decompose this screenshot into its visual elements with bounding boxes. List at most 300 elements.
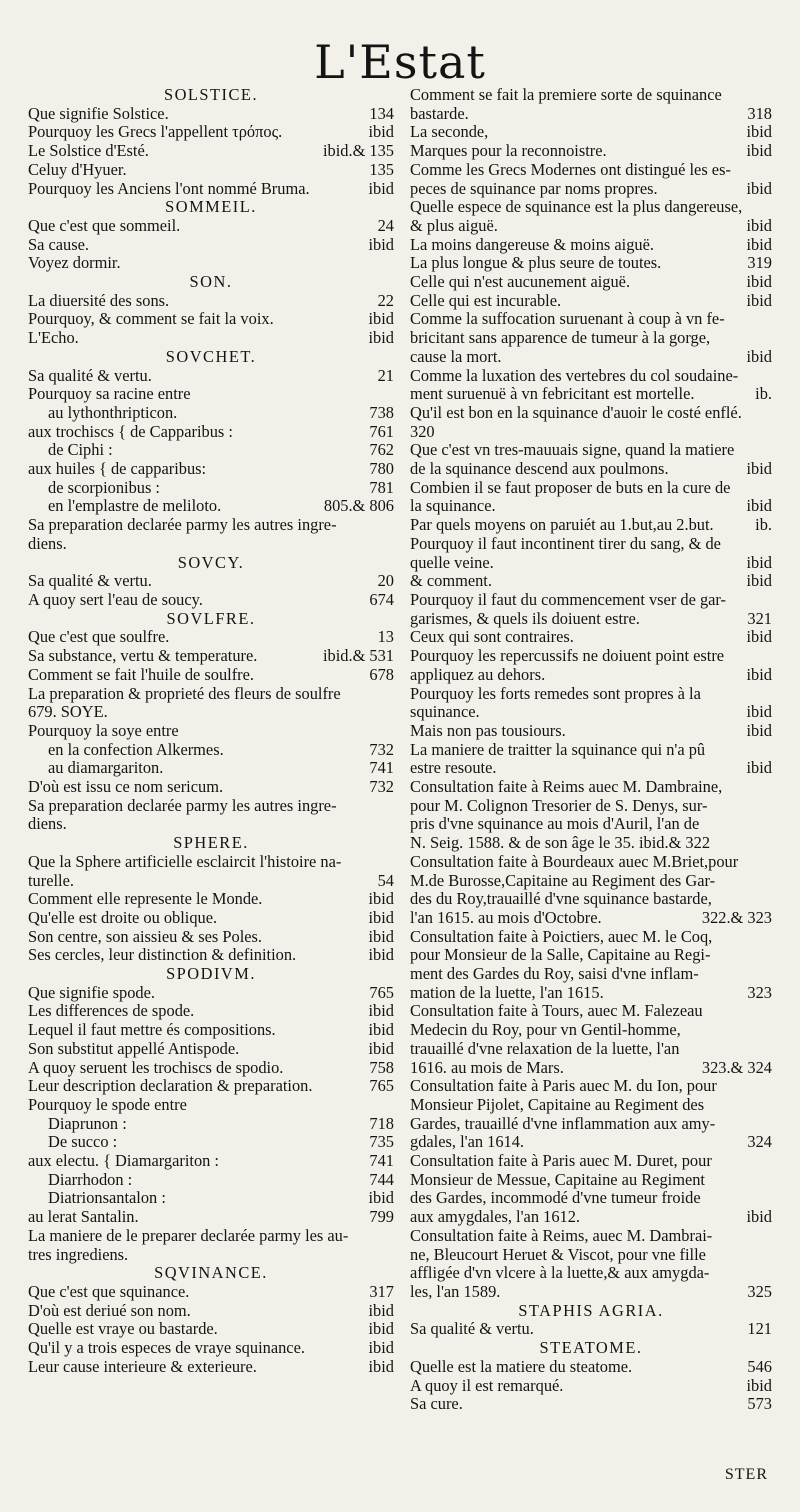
section-heading: SPHERE. bbox=[173, 833, 249, 853]
entry-page-ref: ibid bbox=[368, 1300, 394, 1320]
entry-text: Quelle est la matiere du steatome. bbox=[410, 1357, 633, 1376]
index-entry bbox=[28, 1096, 394, 1115]
entry-page-ref: ibid bbox=[746, 459, 772, 479]
entry-text: Pourquoy, & comment se fait la voix. bbox=[28, 310, 274, 329]
entry-page-ref: 765 bbox=[369, 982, 394, 1002]
entry-page-ref: ibid.& 135 bbox=[322, 141, 394, 161]
entry-page-ref: 732 bbox=[369, 777, 394, 797]
index-entry bbox=[28, 1246, 394, 1265]
index-entry bbox=[28, 759, 394, 778]
index-entry bbox=[410, 1320, 772, 1339]
index-entry bbox=[410, 1395, 772, 1414]
entry-page-ref: ibid bbox=[746, 571, 772, 591]
entry-text: pris d'vne squinance au mois d'Auril, l'an de bbox=[410, 815, 700, 834]
entry-page-ref: 324 bbox=[747, 1132, 772, 1152]
entry-page-ref: ibid bbox=[368, 178, 394, 198]
index-entry bbox=[410, 105, 772, 124]
index-entry bbox=[410, 516, 772, 535]
entry-text: ment des Gardes du Roy, saisi d'vne inflam- bbox=[410, 965, 699, 984]
entry-page-ref: 13 bbox=[377, 627, 394, 647]
entry-page-ref: 319 bbox=[747, 253, 772, 273]
entry-text: Les differences de spode. bbox=[28, 1002, 195, 1021]
entry-text: Sa preparation declarée parmy les autres ingre- bbox=[28, 516, 337, 535]
entry-page-ref: ibid bbox=[368, 945, 394, 965]
entry-text: Pourquoy le spode entre bbox=[28, 1095, 187, 1114]
entry-text: pour M. Colignon Tresorier de S. Denys, sur- bbox=[410, 796, 708, 815]
entry-text: Diatrionsantalon : bbox=[48, 1189, 166, 1208]
index-entry bbox=[28, 1302, 394, 1321]
index-entry bbox=[410, 1152, 772, 1171]
entry-text: quelle veine. bbox=[410, 553, 494, 572]
entry-text: Celle qui n'est aucunement aiguë. bbox=[410, 273, 631, 292]
index-entry bbox=[28, 628, 394, 647]
entry-text: Diaprunon : bbox=[48, 1114, 127, 1133]
index-entry bbox=[410, 1171, 772, 1190]
entry-text: turelle. bbox=[28, 871, 74, 890]
page-title: L'Estat bbox=[314, 35, 486, 89]
entry-text: La maniere de le preparer declarée parmy les au- bbox=[28, 1226, 349, 1245]
entry-text: Comment se fait l'huile de soulfre. bbox=[28, 665, 254, 684]
index-entry bbox=[28, 460, 394, 479]
entry-page-ref: 762 bbox=[369, 440, 394, 460]
entry-text: bricitant sans apparence de tumeur à la gorge, bbox=[410, 329, 711, 348]
entry-text: Consultation faite à Tours, auec M. Falezeau bbox=[410, 1002, 703, 1021]
entry-text: Consultation faite à Reims, auec M. Dambrai- bbox=[410, 1226, 713, 1245]
entry-text: squinance. bbox=[410, 703, 480, 722]
entry-text: Pourquoy il faut du commencement vser de gar- bbox=[410, 590, 727, 609]
index-entry bbox=[28, 909, 394, 928]
index-entry bbox=[28, 666, 394, 685]
entry-text: les, l'an 1589. bbox=[410, 1283, 501, 1301]
index-entry bbox=[410, 628, 772, 647]
index-entry bbox=[410, 815, 772, 834]
index-entry bbox=[28, 928, 394, 947]
entry-page-ref: ib. bbox=[755, 515, 772, 535]
entry-text: Voyez dormir. bbox=[28, 254, 121, 273]
index-entry bbox=[410, 1115, 772, 1134]
entry-page-ref: ibid bbox=[746, 1375, 772, 1395]
entry-page-ref: 22 bbox=[377, 290, 394, 310]
entry-text: Sa qualité & vertu. bbox=[28, 366, 152, 385]
entry-text: Monsieur Pijolet, Capitaine au Regiment des bbox=[410, 1095, 705, 1114]
entry-text: A quoy sert l'eau de soucy. bbox=[28, 590, 203, 609]
entry-text: Qu'il y a trois especes de vraye squinance. bbox=[28, 1339, 305, 1358]
entry-text: ne, Bleucourt Heruet & Viscot, pour vne fille bbox=[410, 1245, 706, 1264]
index-entry bbox=[410, 497, 772, 516]
index-entry bbox=[28, 1227, 394, 1246]
entry-text: gdales, l'an 1614. bbox=[410, 1133, 525, 1152]
index-entry bbox=[28, 1040, 394, 1059]
index-entry bbox=[410, 853, 772, 872]
index-entry bbox=[28, 142, 394, 161]
index-entry bbox=[28, 1358, 394, 1377]
index-entry bbox=[410, 1021, 772, 1040]
entry-text: ment suruenuë à vn febricitant est mortelle. bbox=[410, 385, 695, 404]
entry-page-ref: 738 bbox=[369, 402, 394, 422]
index-entry bbox=[410, 872, 772, 891]
entry-text: Sa qualité & vertu. bbox=[410, 1320, 534, 1339]
entry-text: Sa cause. bbox=[28, 235, 89, 254]
index-entry bbox=[410, 928, 772, 947]
entry-text: diens. bbox=[28, 815, 67, 834]
entry-page-ref: ibid bbox=[746, 272, 772, 292]
entry-page-ref: ibid bbox=[368, 1020, 394, 1040]
entry-text: 320 bbox=[410, 422, 435, 441]
entry-text: D'où est deriué son nom. bbox=[28, 1301, 191, 1320]
entry-page-ref: ibid bbox=[368, 234, 394, 254]
entry-page-ref: ibid bbox=[746, 178, 772, 198]
entry-page-ref: 24 bbox=[377, 215, 394, 235]
entry-text: Mais non pas tousiours. bbox=[410, 721, 566, 740]
entry-text: trauaillé d'vne relaxation de la luette, l'an bbox=[410, 1039, 680, 1058]
entry-text: aux huiles { de capparibus: bbox=[28, 460, 207, 479]
index-entry bbox=[410, 180, 772, 199]
entry-text: D'où est issu ce nom sericum. bbox=[28, 778, 224, 797]
entry-text: 679. SOYE. bbox=[28, 703, 108, 722]
entry-text: La seconde, bbox=[410, 123, 489, 142]
entry-page-ref: 741 bbox=[369, 1151, 394, 1171]
index-entry bbox=[28, 647, 394, 666]
entry-text: cause la mort. bbox=[410, 347, 502, 366]
section-heading: SOVCY. bbox=[177, 552, 245, 572]
index-entry bbox=[410, 441, 772, 460]
index-entry bbox=[410, 404, 772, 423]
entry-page-ref: 674 bbox=[369, 589, 394, 609]
entry-page-ref: 323.& 324 bbox=[701, 1057, 772, 1077]
entry-text: La plus longue & plus seure de toutes. bbox=[410, 254, 662, 273]
entry-text: Comment se fait la premiere sorte de squinance bbox=[410, 86, 722, 104]
entry-page-ref: ibid bbox=[746, 234, 772, 254]
entry-page-ref: 741 bbox=[369, 758, 394, 778]
entry-page-ref: 805.& 806 bbox=[323, 496, 394, 516]
entry-text: des du Roy,trauaillé d'vne squinance bastarde, bbox=[410, 890, 712, 909]
index-entry bbox=[410, 965, 772, 984]
index-entry bbox=[28, 1189, 394, 1208]
index-entry bbox=[410, 292, 772, 311]
entry-page-ref: 20 bbox=[377, 571, 394, 591]
index-entry bbox=[28, 236, 394, 255]
index-entry bbox=[410, 348, 772, 367]
index-entry bbox=[410, 685, 772, 704]
entry-text: Ses cercles, leur distinction & definition. bbox=[28, 946, 297, 965]
index-entry bbox=[28, 161, 394, 180]
entry-page-ref: 718 bbox=[369, 1113, 394, 1133]
entry-text: Quelle espece de squinance est la plus dangereuse, bbox=[410, 198, 743, 217]
index-entry bbox=[28, 946, 394, 965]
index-entry bbox=[410, 666, 772, 685]
entry-text: aux electu. { Diamargariton : bbox=[28, 1152, 219, 1171]
index-entry bbox=[410, 741, 772, 760]
entry-page-ref: 322.& 323 bbox=[701, 907, 772, 927]
entry-text: pour Monsieur de la Salle, Capitaine au Regi- bbox=[410, 946, 711, 965]
index-entry bbox=[28, 1320, 394, 1339]
index-entry bbox=[410, 610, 772, 629]
index-entry bbox=[28, 404, 394, 423]
entry-page-ref: ibid bbox=[746, 758, 772, 778]
entry-page-ref: ibid bbox=[368, 1001, 394, 1021]
index-entry bbox=[28, 329, 394, 348]
entry-page-ref: ibid bbox=[368, 1038, 394, 1058]
entry-text: Marques pour la reconnoistre. bbox=[410, 142, 607, 161]
entry-page-ref: 678 bbox=[369, 664, 394, 684]
index-entry bbox=[28, 1133, 394, 1152]
index-entry bbox=[410, 254, 772, 273]
entry-text: Que c'est que sommeil. bbox=[28, 216, 181, 235]
index-entry bbox=[410, 1002, 772, 1021]
index-entry bbox=[28, 479, 394, 498]
entry-text: Consultation faite à Paris auec M. Duret, pour bbox=[410, 1152, 712, 1171]
entry-page-ref: 799 bbox=[369, 1207, 394, 1227]
entry-page-ref: 765 bbox=[369, 1076, 394, 1096]
entry-text: Celle qui est incurable. bbox=[410, 291, 562, 310]
index-entry bbox=[410, 161, 772, 180]
entry-text: garismes, & quels ils doiuent estre. bbox=[410, 609, 640, 628]
entry-text: Pourquoy les repercussifs ne doiuent point estre bbox=[410, 647, 725, 666]
entry-page-ref: 573 bbox=[747, 1394, 772, 1414]
entry-text: tres ingrediens. bbox=[28, 1245, 129, 1264]
entry-page-ref: ibid bbox=[746, 215, 772, 235]
index-entry bbox=[28, 423, 394, 442]
section-heading: SQVINANCE. bbox=[154, 1263, 268, 1283]
entry-text: aux trochiscs { de Capparibus : bbox=[28, 422, 233, 441]
catchword: STER bbox=[724, 1466, 768, 1483]
index-entry bbox=[410, 460, 772, 479]
index-entry bbox=[28, 815, 394, 834]
index-entry bbox=[410, 1227, 772, 1246]
index-entry bbox=[410, 86, 772, 105]
index-entry bbox=[410, 1059, 772, 1078]
entry-text: Que signifie Solstice. bbox=[28, 104, 169, 123]
entry-text: bastarde. bbox=[410, 104, 469, 123]
entry-text: Pourquoy les Grecs l'appellent τρόπος. bbox=[28, 123, 283, 142]
section-heading: SOVLFRE. bbox=[166, 608, 256, 628]
index-entry bbox=[28, 853, 394, 872]
index-entry bbox=[410, 217, 772, 236]
index-entry bbox=[410, 385, 772, 404]
index-entry bbox=[28, 535, 394, 554]
entry-page-ref: ibid bbox=[746, 346, 772, 366]
entry-text: des Gardes, incommodé d'vne tumeur froide bbox=[410, 1189, 701, 1208]
entry-page-ref: 323 bbox=[747, 982, 772, 1002]
entry-page-ref: 325 bbox=[747, 1282, 772, 1301]
index-entry bbox=[410, 946, 772, 965]
entry-page-ref: 321 bbox=[747, 608, 772, 628]
entry-page-ref: ibid bbox=[746, 496, 772, 516]
entry-text: Comme les Grecs Modernes ont distingué les es- bbox=[410, 160, 731, 179]
index-entry bbox=[28, 217, 394, 236]
entry-text: la squinance. bbox=[410, 497, 496, 516]
index-entry bbox=[410, 1189, 772, 1208]
entry-text: Sa cure. bbox=[410, 1395, 463, 1414]
entry-text: Qu'elle est droite ou oblique. bbox=[28, 908, 218, 927]
index-entry bbox=[410, 1358, 772, 1377]
index-entry bbox=[28, 572, 394, 591]
entry-text: M.de Burosse,Capitaine au Regiment des Gar- bbox=[410, 871, 716, 890]
entry-text: Consultation faite à Poictiers, auec M. le Coq, bbox=[410, 927, 713, 946]
entry-text: A quoy seruent les trochiscs de spodio. bbox=[28, 1058, 284, 1077]
index-entry bbox=[28, 591, 394, 610]
index-entry bbox=[410, 591, 772, 610]
entry-page-ref: 135 bbox=[369, 159, 394, 179]
entry-text: Que la Sphere artificielle esclaircit l'histoire na- bbox=[28, 852, 342, 871]
index-entry bbox=[28, 385, 394, 404]
entry-page-ref: ibid bbox=[746, 720, 772, 740]
index-entry bbox=[410, 123, 772, 142]
index-entry bbox=[28, 703, 394, 722]
entry-page-ref: 546 bbox=[747, 1356, 772, 1376]
index-entry bbox=[28, 516, 394, 535]
section-heading: SON. bbox=[189, 272, 233, 292]
entry-page-ref: ibid.& 531 bbox=[322, 646, 394, 666]
entry-page-ref: 744 bbox=[369, 1169, 394, 1189]
index-entry bbox=[410, 572, 772, 591]
entry-page-ref: 21 bbox=[377, 365, 394, 385]
index-entry bbox=[28, 310, 394, 329]
entry-text: Pourquoy sa racine entre bbox=[28, 385, 191, 404]
index-entry bbox=[28, 254, 394, 273]
entry-text: A quoy il est remarqué. bbox=[410, 1376, 564, 1395]
index-entry bbox=[28, 105, 394, 124]
index-entry bbox=[28, 1115, 394, 1134]
index-entry bbox=[410, 198, 772, 217]
entry-text: en la confection Alkermes. bbox=[48, 740, 224, 759]
entry-page-ref: ibid bbox=[368, 1356, 394, 1376]
entry-text: Pourquoy la soye entre bbox=[28, 721, 179, 740]
index-entry bbox=[410, 1283, 772, 1302]
index-entry bbox=[28, 292, 394, 311]
entry-text: Consultation faite à Paris auec M. du Ion, pour bbox=[410, 1077, 717, 1096]
entry-text: Que signifie spode. bbox=[28, 983, 156, 1002]
entry-text: Comme la suffocation suruenant à coup à vn fe- bbox=[410, 310, 725, 329]
entry-text: Consultation faite à Reims auec M. Dambraine, bbox=[410, 778, 723, 797]
entry-text: De succo : bbox=[48, 1133, 118, 1152]
entry-page-ref: ibid bbox=[746, 1207, 772, 1227]
entry-page-ref: ibid bbox=[746, 664, 772, 684]
index-entry bbox=[28, 685, 394, 704]
entry-text: Le Solstice d'Esté. bbox=[28, 142, 149, 161]
entry-text: La diuersité des sons. bbox=[28, 291, 170, 310]
entry-page-ref: 318 bbox=[747, 103, 772, 123]
index-entry bbox=[410, 1077, 772, 1096]
index-entry bbox=[410, 1264, 772, 1283]
index-entry bbox=[410, 423, 772, 442]
entry-text: Par quels moyens on paruiét au 1.but,au 2.but. bbox=[410, 516, 714, 535]
entry-text: Son centre, son aissieu & ses Poles. bbox=[28, 927, 262, 946]
entry-text: Quelle est vraye ou bastarde. bbox=[28, 1320, 218, 1339]
index-entry bbox=[28, 722, 394, 741]
entry-text: estre resoute. bbox=[410, 759, 497, 778]
index-entry bbox=[28, 984, 394, 1003]
entry-text: Gardes, trauaillé d'vne inflammation aux amy- bbox=[410, 1114, 716, 1133]
entry-text: diens. bbox=[28, 534, 67, 553]
entry-page-ref: ibid bbox=[368, 1319, 394, 1339]
index-entry bbox=[410, 142, 772, 161]
index-entry bbox=[410, 554, 772, 573]
entry-text: Medecin du Roy, pour vn Gentil-homme, bbox=[410, 1021, 681, 1040]
index-entry bbox=[28, 1339, 394, 1358]
index-entry bbox=[410, 797, 772, 816]
entry-text: Sa qualité & vertu. bbox=[28, 572, 152, 591]
section-heading: SPODIVM. bbox=[166, 964, 256, 984]
entry-text: de la squinance descend aux poulmons. bbox=[410, 460, 669, 479]
entry-text: Comment elle represente le Monde. bbox=[28, 890, 263, 909]
index-entry bbox=[28, 1077, 394, 1096]
index-entry bbox=[28, 1059, 394, 1078]
entry-page-ref: 780 bbox=[369, 459, 394, 479]
entry-page-ref: 121 bbox=[747, 1319, 772, 1339]
entry-text: aux amygdales, l'an 1612. bbox=[410, 1208, 581, 1227]
index-entry bbox=[28, 1171, 394, 1190]
entry-text: au lerat Santalin. bbox=[28, 1208, 139, 1227]
entry-page-ref: 735 bbox=[369, 1132, 394, 1152]
entry-page-ref: ib. bbox=[755, 384, 772, 404]
entry-text: Sa preparation declarée parmy les autres ingre- bbox=[28, 796, 337, 815]
index-entry bbox=[410, 1377, 772, 1396]
entry-page-ref: ibid bbox=[746, 702, 772, 722]
entry-page-ref: 134 bbox=[369, 103, 394, 123]
entry-page-ref: ibid bbox=[746, 552, 772, 572]
entry-text: de Ciphi : bbox=[48, 441, 113, 460]
index-column-right bbox=[410, 86, 772, 1414]
index-entry bbox=[28, 890, 394, 909]
entry-page-ref: ibid bbox=[746, 141, 772, 161]
index-entry bbox=[410, 984, 772, 1003]
entry-text: La maniere de traitter la squinance qui n'a pû bbox=[410, 740, 706, 759]
entry-text: L'Echo. bbox=[28, 329, 79, 348]
entry-text: Qu'il est bon en la squinance d'auoir le costé enflé. bbox=[410, 403, 742, 422]
entry-text: Combien il se faut proposer de buts en la cure de bbox=[410, 478, 731, 497]
entry-page-ref: ibid bbox=[746, 627, 772, 647]
entry-text: de scorpionibus : bbox=[48, 478, 160, 497]
section-heading: SOLSTICE. bbox=[163, 85, 259, 104]
entry-page-ref: ibid bbox=[368, 122, 394, 142]
entry-text: Que c'est que soulfre. bbox=[28, 628, 170, 647]
index-entry bbox=[410, 1040, 772, 1059]
entry-page-ref: ibid bbox=[746, 122, 772, 142]
index-entry bbox=[410, 1096, 772, 1115]
entry-text: au lythonthripticon. bbox=[48, 403, 178, 422]
entry-text: Sa substance, vertu & temperature. bbox=[28, 647, 258, 666]
index-column-left bbox=[28, 86, 394, 1377]
index-entry bbox=[410, 778, 772, 797]
index-entry bbox=[28, 797, 394, 816]
entry-text: l'an 1615. au mois d'Octobre. bbox=[410, 908, 602, 927]
entry-page-ref: 54 bbox=[377, 870, 394, 890]
index-entry bbox=[410, 273, 772, 292]
entry-page-ref: 781 bbox=[369, 477, 394, 497]
entry-text: appliquez au dehors. bbox=[410, 665, 546, 684]
entry-text: Leur cause interieure & exterieure. bbox=[28, 1357, 257, 1376]
entry-text: Diarrhodon : bbox=[48, 1170, 133, 1189]
entry-text: & comment. bbox=[410, 572, 492, 591]
index-entry bbox=[410, 329, 772, 348]
index-entry bbox=[28, 741, 394, 760]
index-entry bbox=[410, 236, 772, 255]
entry-text: peces de squinance par noms propres. bbox=[410, 179, 658, 198]
entry-text: N. Seig. 1588. & de son âge le 35. ibid.& 322 bbox=[410, 834, 711, 853]
index-entry bbox=[410, 834, 772, 853]
entry-page-ref: 317 bbox=[369, 1282, 394, 1301]
entry-text: affligée d'vn vlcere à la luette,& aux amygda- bbox=[410, 1264, 710, 1283]
index-entry bbox=[410, 909, 772, 928]
index-entry bbox=[28, 1283, 394, 1302]
entry-page-ref: ibid bbox=[368, 309, 394, 329]
entry-text: Ceux qui sont contraires. bbox=[410, 628, 574, 647]
entry-text: en l'emplastre de meliloto. bbox=[48, 497, 222, 516]
entry-page-ref: ibid bbox=[368, 907, 394, 927]
index-entry bbox=[410, 1208, 772, 1227]
entry-text: & plus aiguë. bbox=[410, 216, 498, 235]
